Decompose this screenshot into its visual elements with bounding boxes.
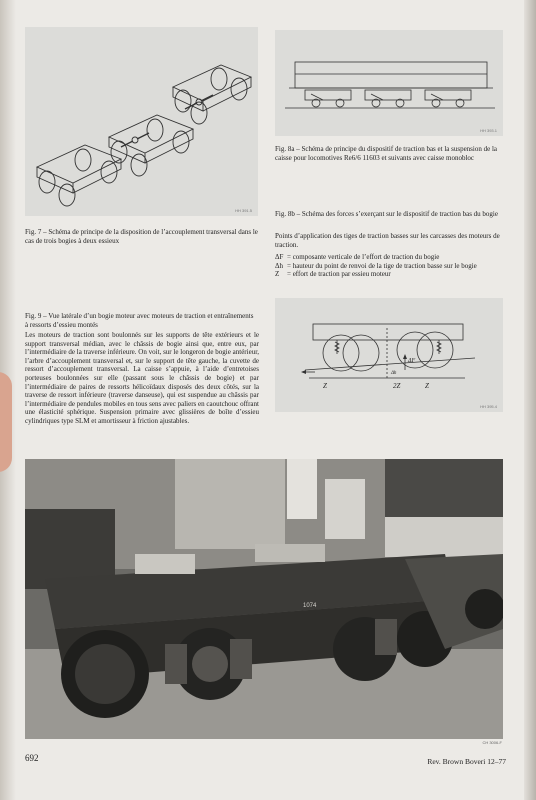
fig8b-caption: Fig. 8b – Schéma des forces s’exerçant sur le dispositif de traction bas du bogie xyxy=(275,210,498,218)
fig8b-code: HH 395.4 xyxy=(480,404,497,409)
definition-z: Z = effort de traction par essieu moteur xyxy=(275,270,391,279)
z-mid-label: 2Z xyxy=(393,382,401,390)
z-right-label: Z xyxy=(425,382,429,390)
fig8a-drawing xyxy=(275,30,503,136)
fig8b-definitions xyxy=(275,253,505,279)
fig8b-drawing xyxy=(275,298,503,412)
fig8a-caption: Fig. 8a – Schéma de principe du dispositif de traction bas et la suspension de la caisse pour locomotives Re6/6 11603 et suivants avec caisse monobloc xyxy=(275,145,498,162)
definition-delta-h: Δh = hauteur du point de renvoi de la tige de traction basse sur le bogie xyxy=(275,261,477,270)
definition-delta-f: ΔF = composante verticale de l’effort de traction du bogie xyxy=(275,253,440,261)
locomotive-side-sketch xyxy=(275,30,503,136)
thumb xyxy=(0,372,12,472)
fig7-caption: Fig. 7 – Schéma de principe de la disposition de l’accouplement transversal dans le cas de trois bogies à deux essieux xyxy=(25,228,258,245)
fig8a-code: HH 393.1 xyxy=(480,128,497,133)
z-left-label: Z xyxy=(323,382,327,390)
bogie-photo xyxy=(25,459,503,739)
fig9-body: Les moteurs de traction sont boulonnés sur les supports de tête extérieurs et le support transversal médian, avec le châssis de bogie ainsi que, entre eux, par l’intermédiaire de la traverse inférieure. On voit, sur le longeron de bogie antérieur, l’arbre d’accouplement transversal et, sur le support de tête gauche, la cuvette de ressort d’accouplement transversal. La caisse s’appuie, à l’aide d’entretoises porteuses boulonnées sur elle (passant sous le châssis de bogie) et par l’intermédiaire de paires de ressorts hélicoïdaux disposés des deux côtés, sur la traverse de ressort inférieure (traverse danseuse), qui est suspendue au châssis par l’intermédiaire de pendules mobiles en tous sens avec paliers en caoutchouc offrant une élasticité sphérique. Suspension primaire avec glissières de boîte d’essieu cylindriques type SLM et amortisseur à friction ajustables. xyxy=(25,331,259,425)
three-bogies-sketch xyxy=(25,27,258,216)
photo-code: CH 3006-F xyxy=(482,740,502,745)
bogie-number: 1074 xyxy=(303,603,317,609)
fig7-code: HH 391.5 xyxy=(235,208,252,213)
page-edge xyxy=(524,0,536,800)
fig8b-intro: Points d’application des tiges de traction basses sur les carcasses des moteurs de traction. xyxy=(275,232,500,249)
journal-reference: Rev. Brown Boveri 12–77 xyxy=(427,757,506,766)
page-number: 692 xyxy=(25,753,39,763)
force-diagram xyxy=(275,298,503,412)
fig9-caption: Fig. 9 – Vue latérale d’un bogie moteur avec moteurs de traction et entraînements à ressorts d’essieu montés xyxy=(25,312,254,329)
fig7-drawing xyxy=(25,27,258,216)
motor-bogie-image xyxy=(25,459,503,739)
delta-f-label: ΔF xyxy=(408,358,416,364)
delta-h-label: Δh xyxy=(391,371,397,376)
